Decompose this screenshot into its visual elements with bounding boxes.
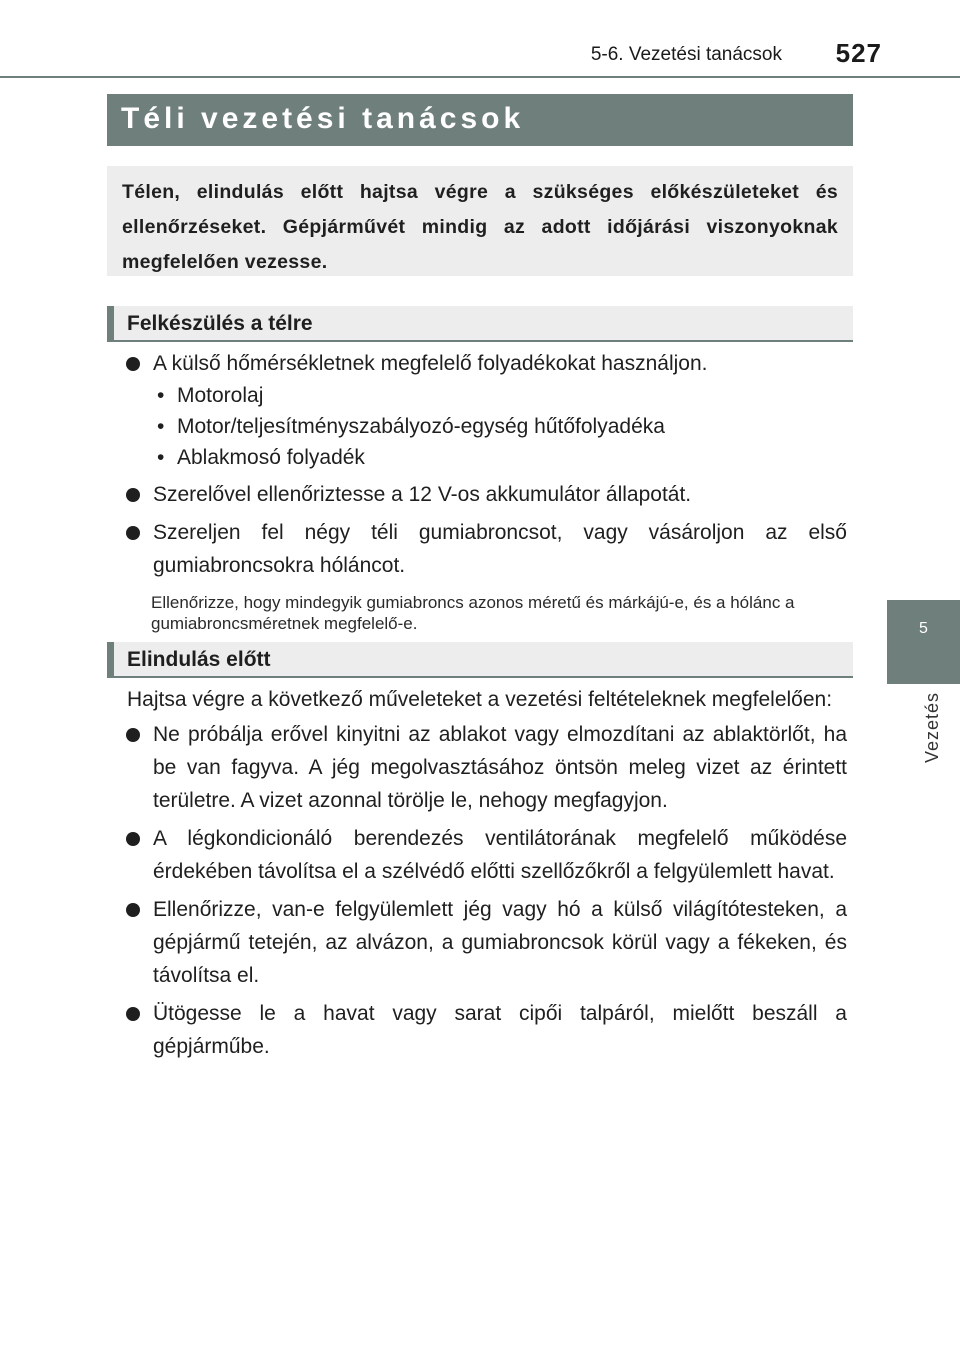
chapter-tab [887, 600, 960, 684]
list-item-text: Szerelővel ellenőriztesse a 12 V-os akkumulátor állapotát. [153, 483, 692, 506]
note-text: Ellenőrizze, hogy mindegyik gumiabroncs azonos méretű és márkájú-e, és a hólánc a gumiabroncsméretnek megfelelő-e. [151, 593, 795, 633]
section-heading-before-start [107, 642, 853, 678]
sub-list-item: • Ablakmosó folyadék [123, 442, 847, 473]
list-item [123, 893, 847, 992]
section-heading-text: Felkészülés a télre [127, 312, 313, 335]
list-item-text: Ne próbálja erővel kinyitni az ablakot vagy elmozdítani az ablaktörlőt, ha be van fagyva. A jég megolvasztásához öntsön meleg vizet az érintett területre. A vizet azonnal törölje le, nehogy megfagyjon. [153, 723, 847, 812]
page-title: Téli vezetési tanácsok [121, 102, 525, 135]
title-band [107, 94, 853, 146]
list-item [123, 516, 847, 582]
list-item [123, 718, 847, 817]
section-heading-preparation [107, 306, 853, 342]
list-item-text: A légkondicionáló berendezés ventilátorának megfelelő működése érdekében távolítsa el a szélvédő előtti szellőzőkről a felgyülemlett havat. [153, 827, 847, 883]
chapter-label: Vezetés [922, 692, 942, 764]
header-divider [0, 76, 960, 78]
section-preparation-content [123, 347, 847, 634]
header-section-title: 5-6. Vezetési tanácsok [590, 44, 782, 65]
section-heading-text: Elindulás előtt [127, 648, 271, 671]
bullet-dot-icon [126, 1007, 140, 1021]
bullet-dot-icon [126, 728, 140, 742]
list-item [123, 478, 847, 511]
list-item-text: Ütögesse le a havat vagy sarat cipői talpáról, mielőtt beszáll a gépjárműbe. [153, 1002, 847, 1058]
section-before-start-content [123, 683, 847, 1063]
list-item [123, 997, 847, 1063]
intro-box [107, 166, 853, 276]
list-item-text: Szereljen fel négy téli gumiabroncsot, vagy vásároljon az első gumiabroncsokra hóláncot. [153, 521, 847, 577]
bullet-dot-icon [126, 357, 140, 371]
section-intro-text: Hajtsa végre a következő műveleteket a vezetési feltételeknek megfelelően: [127, 688, 833, 711]
sub-list-item: • Motor/teljesítményszabályozó-egység hűtőfolyadéka [123, 411, 847, 442]
bullet-dot-icon [126, 832, 140, 846]
intro-text: Télen, elindulás előtt hajtsa végre a szükséges előkészületeket és ellenőrzéseket. Gépjárművét mindig az adott időjárási viszonyoknak megfelelően vezesse. [122, 181, 838, 273]
list-item [123, 822, 847, 888]
list-item [123, 347, 847, 380]
bullet-dot-icon [126, 903, 140, 917]
bullet-dot-icon [126, 526, 140, 540]
page-number: 527 [835, 38, 882, 68]
chapter-number: 5 [919, 620, 928, 637]
sub-list-item: • Motorolaj [123, 380, 847, 411]
bullet-dot-icon [126, 488, 140, 502]
list-item-text: A külső hőmérsékletnek megfelelő folyadékokat használjon. [153, 352, 708, 375]
chapter-label-box [870, 692, 960, 772]
list-item-text: Ellenőrizze, van-e felgyülemlett jég vagy hó a külső világítótesteken, a gépjármű tetején, az alvázon, a gumiabroncsok körül vagy a fékeken, és távolítsa el. [153, 898, 847, 987]
